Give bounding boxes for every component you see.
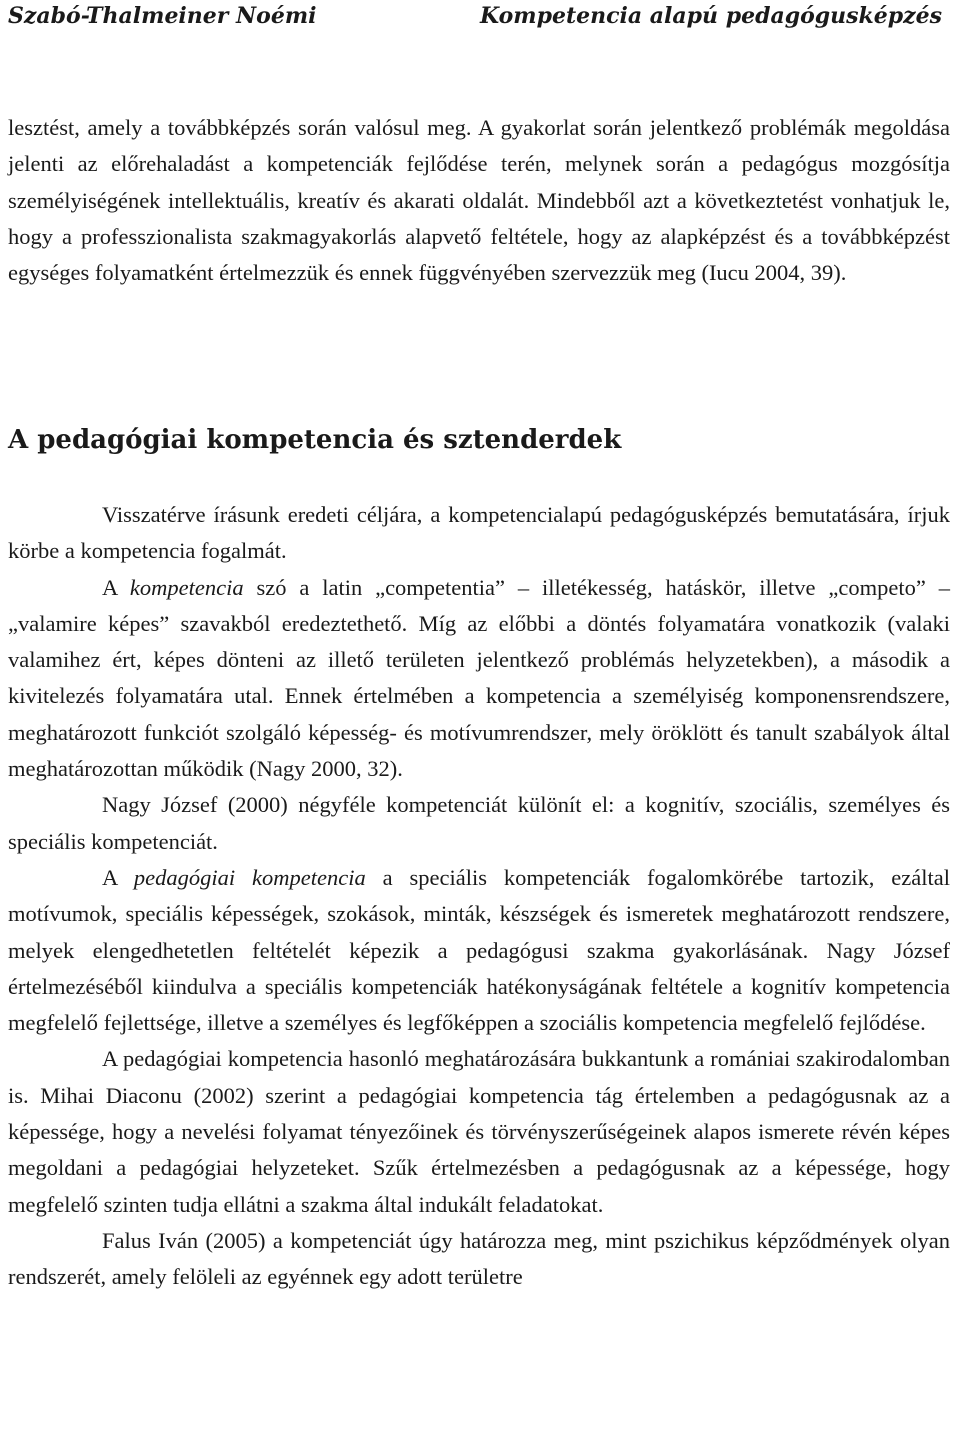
paragraph-4-rest: a speciális kompetenciák fogalomkörébe tartozik, ezáltal motívumok, speciális képességek, szokások, minták, készségek és ismeretek meghatározott rendszere, melyek elengedhetetlen feltételét képezik a pedagógusi szakma gyakorlásának. Nagy József értelmezéséből kiindulva a speciális kompetenciák hatékonyságának feltétele a kognitív kompetencia megfelelő fejlettsége, illetve a személyes és legfőképpen a szociális kompetencia megfelelő fejlődése. <box>8 864 951 1036</box>
paragraph-3: Nagy József (2000) négyféle kompetenciát különít el: a kognitív, szociális, személyes és speciális kompetenciát. <box>8 792 950 854</box>
paragraph-1: Visszatérve írásunk eredeti céljára, a kompetencialapú pedagógusképzés bemutatására, írjuk körbe a kompetencia fogalmát. <box>8 502 950 564</box>
running-header <box>8 0 950 70</box>
intro-paragraph: lesztést, amely a továbbképzés során valósul meg. A gyakorlat során jelentkező problémák megoldása jelenti az előrehaladást a kompetenciák fejlődése terén, melynek során a pedagógus mozgósítja személyiségének intellektuális, kreatív és akarati oldalát. Mindebből azt a következtetést vonhatjuk le, hogy a professzionalista szakmagyakorlás alapvető feltétele, hogy az alapképzést és a továbbképzést egységes folyamatként értelmezzük és ennek függvényében szervezzük meg (Iucu 2004, 39). <box>8 115 950 286</box>
header-author: Szabó-Thalmeiner Noémi <box>8 3 317 29</box>
header-title: Kompetencia alapú pedagógusképzés <box>480 3 943 29</box>
document-page <box>8 0 951 1290</box>
term-kompetencia: kompetencia <box>129 574 244 600</box>
paragraph-6: Falus Iván (2005) a kompetenciát úgy határozza meg, mint pszichikus képződmények olyan rendszerét, amely felöleli az egyénnek egy adott területre <box>8 1227 950 1290</box>
paragraph-4 <box>8 860 950 1041</box>
paragraph-2 <box>8 570 950 788</box>
section-body <box>8 497 950 1296</box>
section-heading: A pedagógiai kompetencia és sztenderdek <box>8 425 622 455</box>
paragraph-5: A pedagógiai kompetencia hasonló meghatározására bukkantunk a romániai szakirodalomban is. Mihai Diaconu (2002) szerint a pedagógiai kompetencia tág értelemben a pedagógusnak az a képessége, hogy a nevelési folyamat tényezőinek és törvényszerűségeinek alapos ismerete révén képes megoldani a pedagógiai helyzeteket. Szűk értelmezésben a pedagógusnak az a képessége, hogy megfelelő szinten tudja ellátni a szakma által indukált feladatokat. <box>8 1046 950 1217</box>
paragraph-2-rest: szó a latin „competentia” – illetékesség, hatáskör, illetve „competo” – „valamire képes” szavakból eredeztethető. Míg az előbbi a döntés folyamatára vonatkozik (valaki valamihez ért, képes dönteni az illető területen jelentkező problémás helyzetekben), a második a kivitelezés folyamatára utal. Ennek értelmében a kompetencia a személyiség komponensrendszere, meghatározott funkciót szolgáló képesség- és motívumrendszer, mely öröklött és tanult szabályok által meghatározottan működik (Nagy 2000, 32). <box>8 574 950 782</box>
paragraph-4-start: A <box>102 864 134 890</box>
term-pedagogiai-kompetencia: pedagógiai kompetencia <box>133 864 366 890</box>
paragraph-2-start: A <box>102 574 130 600</box>
